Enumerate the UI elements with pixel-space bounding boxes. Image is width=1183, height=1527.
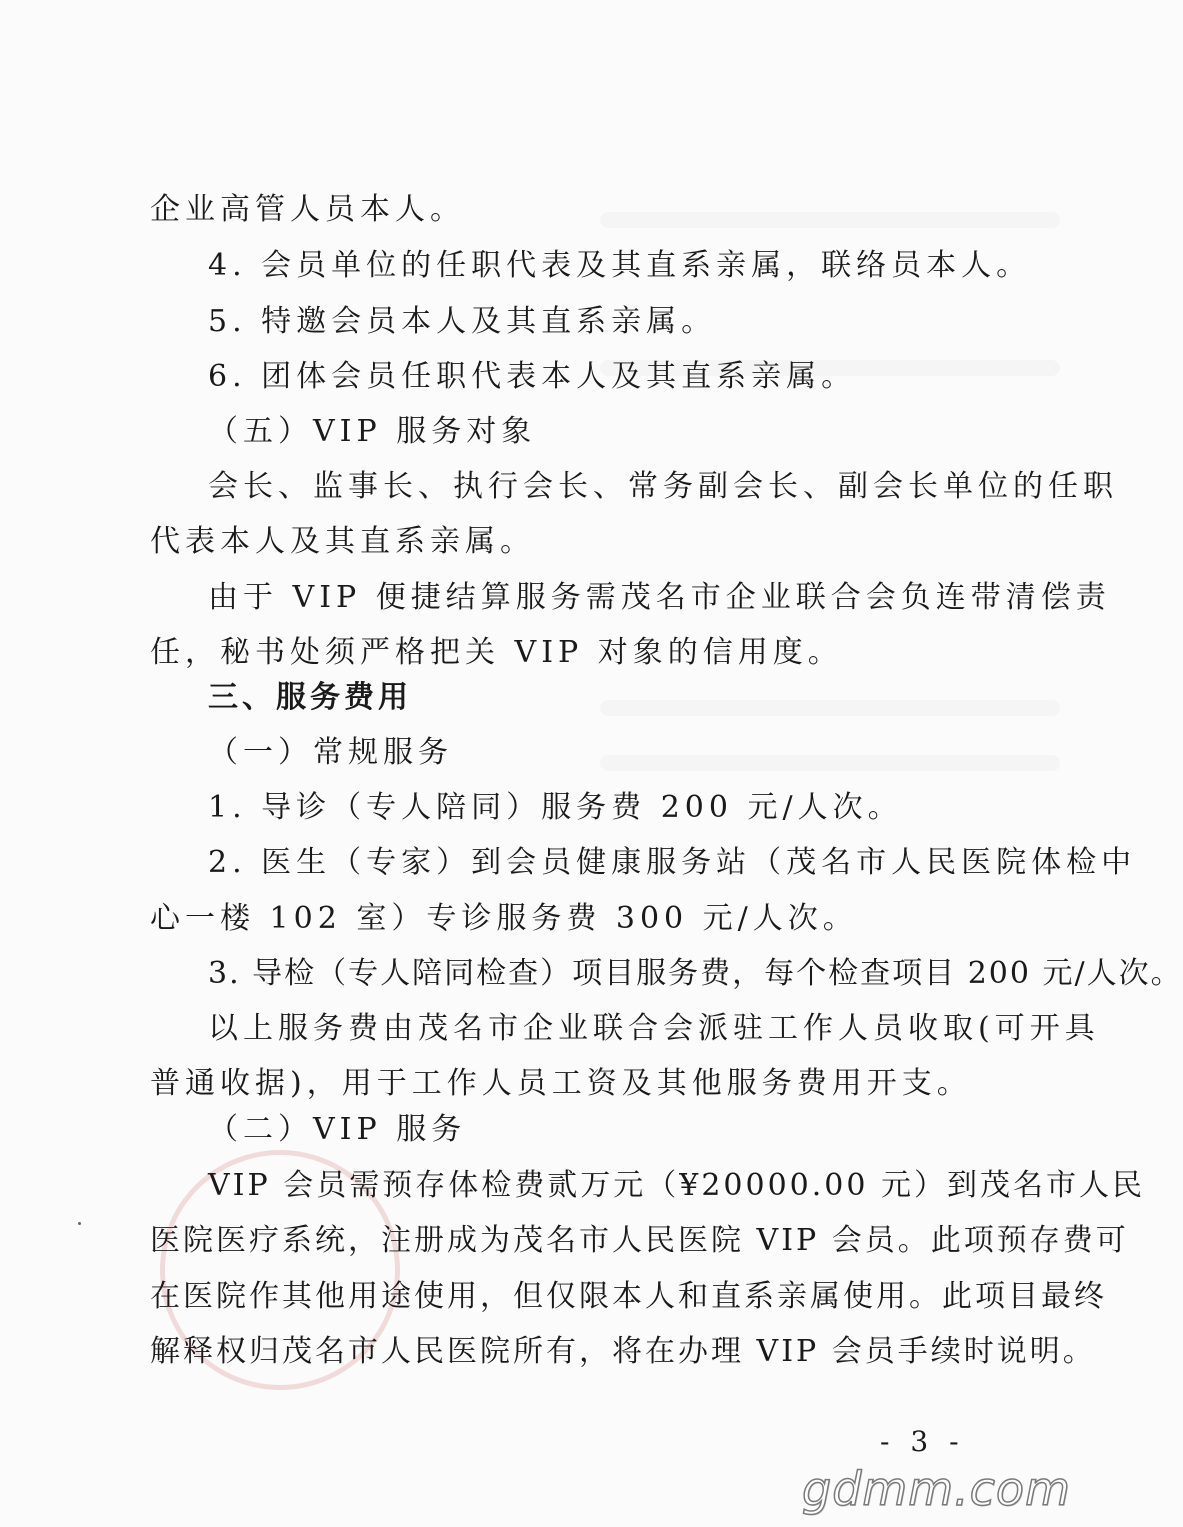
scan-speck	[78, 1222, 81, 1225]
text-line: 3. 导检（专人陪同检查）项目服务费，每个检查项目 200 元/人次。	[208, 956, 1183, 991]
scan-shade	[600, 755, 1060, 771]
text-line: 1. 导诊（专人陪同）服务费 200 元/人次。	[208, 790, 903, 825]
text-line: 代表本人及其直系亲属。	[150, 524, 535, 559]
scan-shade	[600, 212, 1060, 228]
text-line: 以上服务费由茂名市企业联合会派驻工作人员收取(可开具	[208, 1011, 1100, 1046]
text-line: 在医院作其他用途使用，但仅限本人和直系亲属使用。此项目最终	[150, 1279, 1107, 1314]
text-line: 6. 团体会员任职代表本人及其直系亲属。	[208, 359, 857, 394]
chapter-heading: 三、服务费用	[208, 680, 412, 715]
text-line: 任，秘书处须严格把关 VIP 对象的信用度。	[150, 635, 843, 670]
text-line: 企业高管人员本人。	[150, 192, 465, 227]
text-line: 解释权归茂名市人民医院所有，将在办理 VIP 会员手续时说明。	[150, 1334, 1096, 1369]
site-watermark: gdmm.com	[802, 1462, 1071, 1516]
section-heading: （一）常规服务	[208, 735, 453, 770]
scan-shade	[600, 700, 1060, 716]
text-line: 2. 医生（专家）到会员健康服务站（茂名市人民医院体检中	[208, 845, 1137, 880]
text-line: 4. 会员单位的任职代表及其直系亲属，联络员本人。	[208, 248, 1032, 283]
page-number: - 3 -	[880, 1425, 965, 1458]
section-heading: （五）VIP 服务对象	[208, 414, 537, 449]
text-line: 心一楼 102 室）专诊服务费 300 元/人次。	[150, 901, 858, 936]
section-heading: （二）VIP 服务	[208, 1112, 467, 1147]
text-line: 普通收据)，用于工作人员工资及其他服务费用开支。	[150, 1066, 972, 1101]
text-line: 5. 特邀会员本人及其直系亲属。	[208, 304, 717, 339]
text-line: 会长、监事长、执行会长、常务副会长、副会长单位的任职	[208, 469, 1118, 504]
text-line: 由于 VIP 便捷结算服务需茂名市企业联合会负连带清偿责	[208, 580, 1111, 615]
text-line: 医院医疗系统，注册成为茂名市人民医院 VIP 会员。此项预存费可	[150, 1223, 1129, 1258]
text-line: VIP 会员需预存体检费贰万元（¥20000.00 元）到茂名市人民	[208, 1168, 1146, 1203]
